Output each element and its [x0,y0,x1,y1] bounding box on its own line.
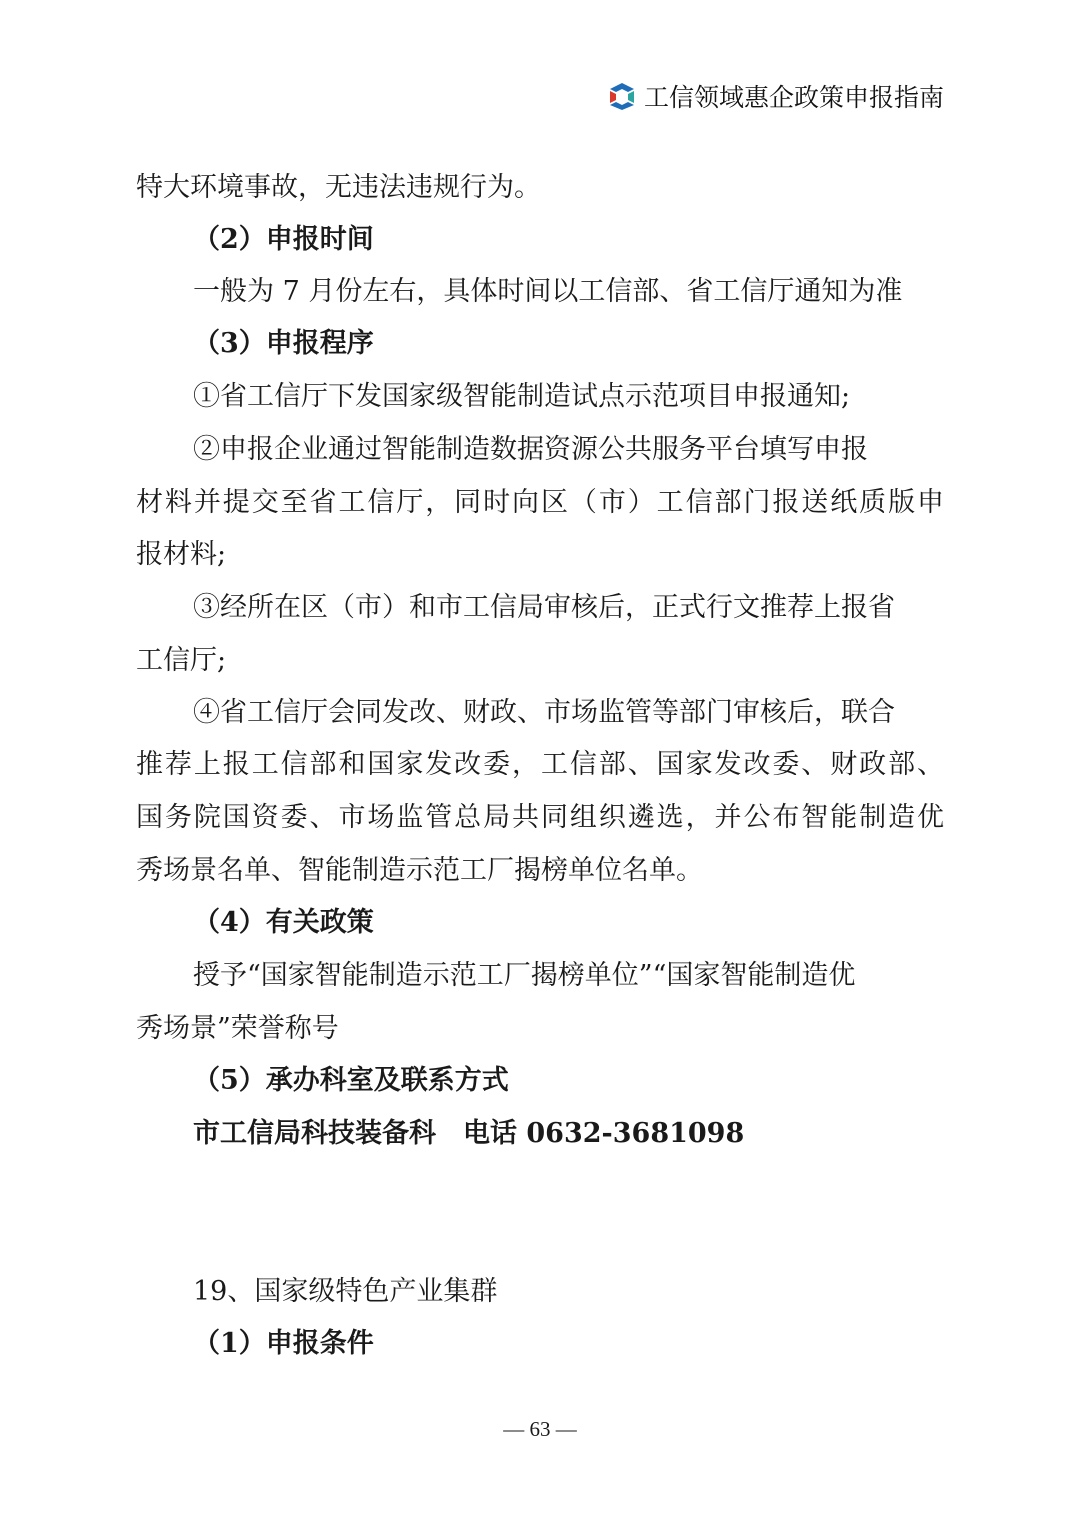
body-text-line: ①省工信厅下发国家级智能制造试点示范项目申报通知; [193,381,851,412]
item-title: 19、国家级特色产业集群 [193,1276,498,1307]
body-text-line: 材料并提交至省工信厅，同时向区（市）工信部门报送纸质版申 [136,487,944,518]
section-heading: （3）申报程序 [193,328,374,359]
body-text-line: 授予“国家智能制造示范工厂揭榜单位”“国家智能制造优 [193,960,856,991]
body-text-line: 秀场景”荣誉称号 [136,1013,339,1044]
section-heading: （4）有关政策 [193,907,374,938]
contact-line: 市工信局科技装备科 电话 0632-3681098 [193,1118,745,1149]
body-text-line: ②申报企业通过智能制造数据资源公共服务平台填写申报 [193,434,868,465]
body-text-line: 一般为 7 月份左右，具体时间以工信部、省工信厅通知为准 [193,276,903,307]
body-text-line: 国务院国资委、市场监管总局共同组织遴选，并公布智能制造优 [136,802,944,833]
body-text-line: 秀场景名单、智能制造示范工厂揭榜单位名单。 [136,855,703,886]
body-text-line: 工信厅; [136,645,227,676]
header-title: 工信领域惠企政策申报指南 [643,83,944,112]
section-heading: （1）申报条件 [193,1328,374,1359]
logo-icon [606,80,638,112]
section-heading: （5）承办科室及联系方式 [193,1065,509,1096]
page-number: — 63 — [503,1417,577,1441]
section-heading: （2）申报时间 [193,224,374,255]
body-text-line: ④省工信厅会同发改、财政、市场监管等部门审核后，联合 [193,697,895,728]
body-text-line: 特大环境事故，无违法违规行为。 [136,172,541,203]
page-header [606,78,944,114]
body-text-line: ③经所在区（市）和市工信局审核后，正式行文推荐上报省 [193,592,895,623]
body-text-line: 推荐上报工信部和国家发改委，工信部、国家发改委、财政部、 [136,749,944,780]
body-text-line: 报材料; [136,539,227,570]
